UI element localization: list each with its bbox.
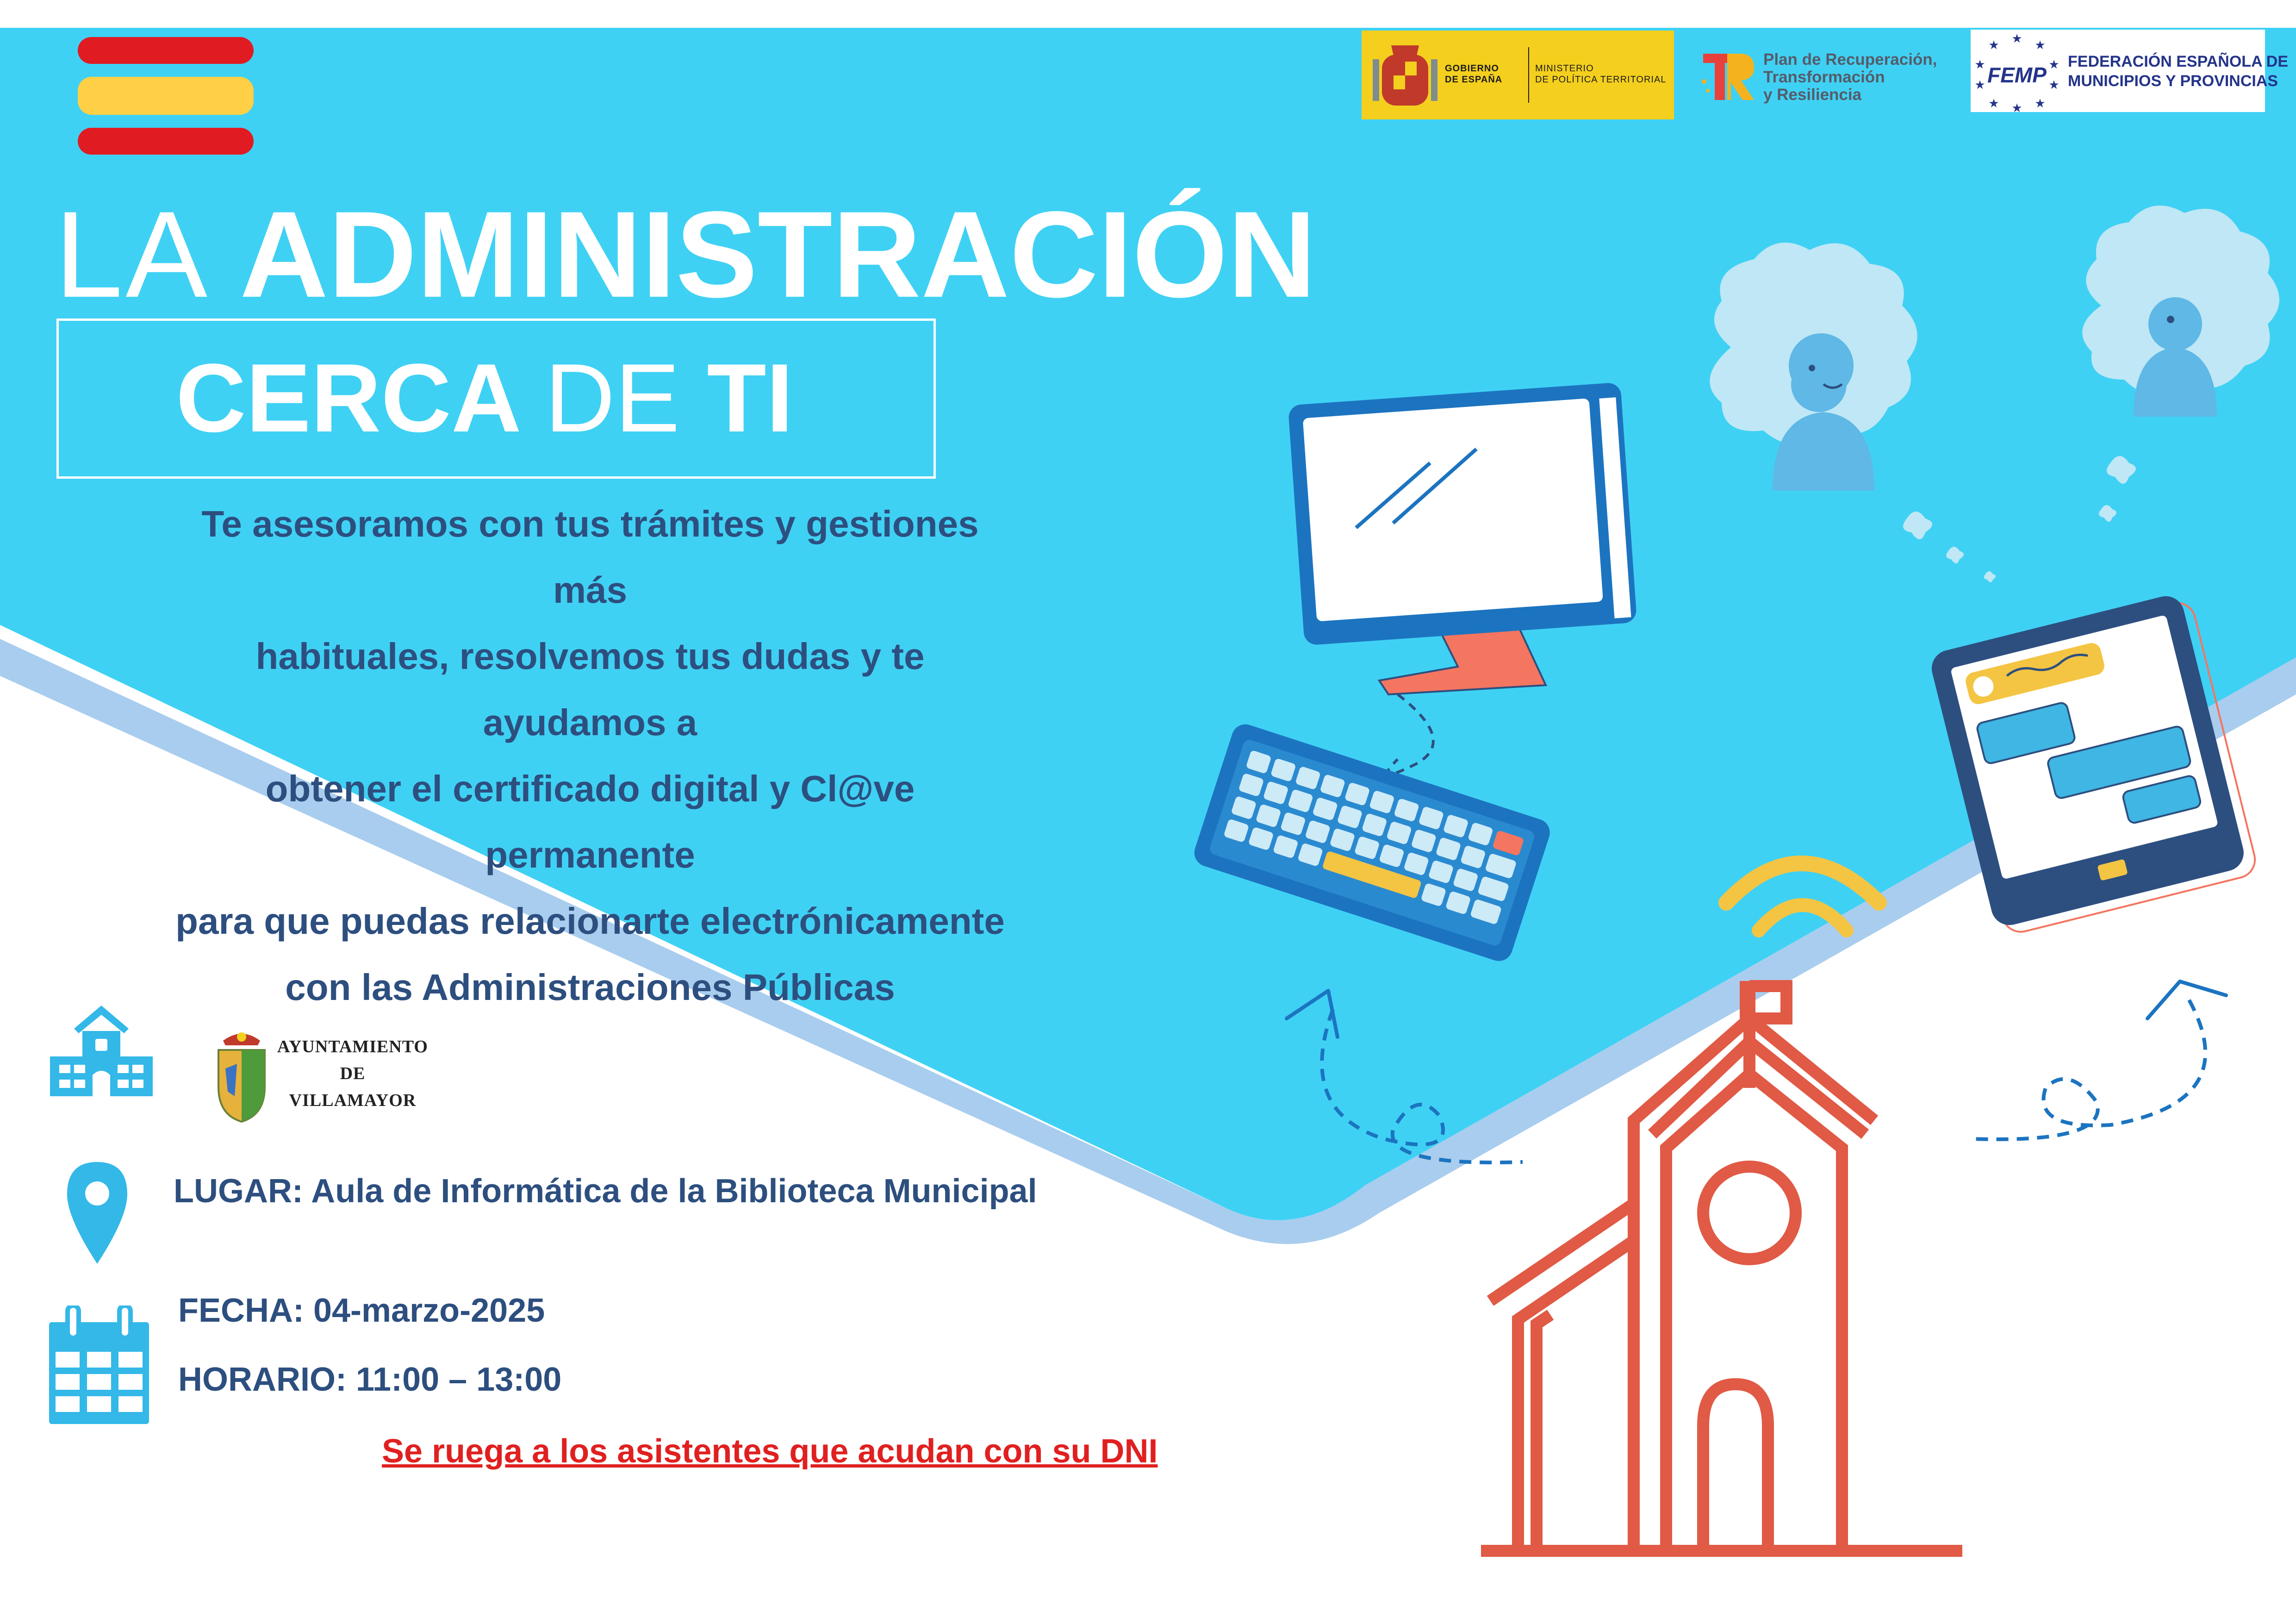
title-cerca: CERCA (176, 344, 518, 452)
tr-logo-icon (1699, 49, 1759, 105)
dni-notice-text: Se ruega a los asistentes que acudan con su DNI (382, 1433, 1158, 1470)
svg-text:★: ★ (1988, 38, 1999, 52)
intro-line: para que puedas relacionarte electrónicamente (175, 900, 1005, 942)
femp-logo (1971, 30, 2289, 112)
intro-line: obtener el certificado digital y Cl@ve permanente (265, 768, 915, 875)
intro-line: Te asesoramos con tus trámites y gestiones más (201, 503, 979, 611)
svg-text:★: ★ (2035, 97, 2046, 111)
location-pin-icon (67, 1162, 127, 1264)
svg-text:★: ★ (2011, 33, 2022, 46)
title-de: DE (545, 344, 680, 452)
title-ti: TI (707, 344, 793, 452)
plan-recuperacion-text: Plan de Recuperación, Transformación y Resiliencia (1763, 50, 1937, 104)
flag-stripe-yellow (78, 77, 254, 115)
title-la: LA (55, 186, 211, 323)
coat-of-arms-icon (1373, 41, 1437, 109)
intro-paragraph (162, 491, 1018, 1020)
svg-text:★: ★ (2048, 78, 2060, 92)
logo-separator (1528, 47, 1529, 103)
villamayor-shield-icon (214, 1027, 269, 1124)
gobierno-text: GOBIERNO DE ESPAÑA (1445, 63, 1503, 85)
ayuntamiento-villamayor-logo (214, 1027, 464, 1119)
gobierno-ministerio-logo (1362, 31, 1674, 119)
lugar-text: LUGAR: Aula de Informática de la Biblioteca Municipal (174, 1173, 1037, 1210)
horario-text: HORARIO: 11:00 – 13:00 (178, 1361, 562, 1398)
plan-recuperacion-logo (1699, 45, 1958, 110)
fecha-text: FECHA: 04-marzo-2025 (178, 1292, 545, 1329)
flag-stripe-red-top (78, 37, 254, 64)
calendar-icon (49, 1305, 149, 1424)
title-administracion: ADMINISTRACIÓN (239, 186, 1316, 323)
title-line-2 (176, 343, 793, 454)
svg-text:★: ★ (1974, 58, 1985, 72)
svg-text:★: ★ (2035, 38, 2046, 52)
ayuntamiento-text: AYUNTAMIENTO DE VILLAMAYOR (277, 1037, 428, 1110)
femp-text: FEDERACIÓN ESPAÑOLA DE MUNICIPIOS Y PROVINCIAS (2068, 53, 2289, 90)
title-line-1 (55, 185, 1316, 324)
femp-badge-text: FEMP (1987, 63, 2047, 87)
intro-line: habituales, resolvemos tus dudas y te ayudamos a (255, 636, 925, 743)
svg-text:★: ★ (2048, 58, 2060, 72)
dashed-arrow-right-icon (1972, 981, 2226, 1139)
svg-text:★: ★ (2011, 101, 2022, 112)
svg-text:★: ★ (1988, 97, 1999, 111)
flag-stripe-red-bottom (78, 128, 254, 155)
femp-stars-icon (1971, 33, 2063, 112)
ministerio-text: MINISTERIO DE POLÍTICA TERRITORIAL (1535, 63, 1667, 85)
svg-text:★: ★ (1974, 78, 1985, 92)
intro-line: con las Administraciones Públicas (285, 967, 895, 1008)
school-building-icon (50, 1006, 153, 1096)
